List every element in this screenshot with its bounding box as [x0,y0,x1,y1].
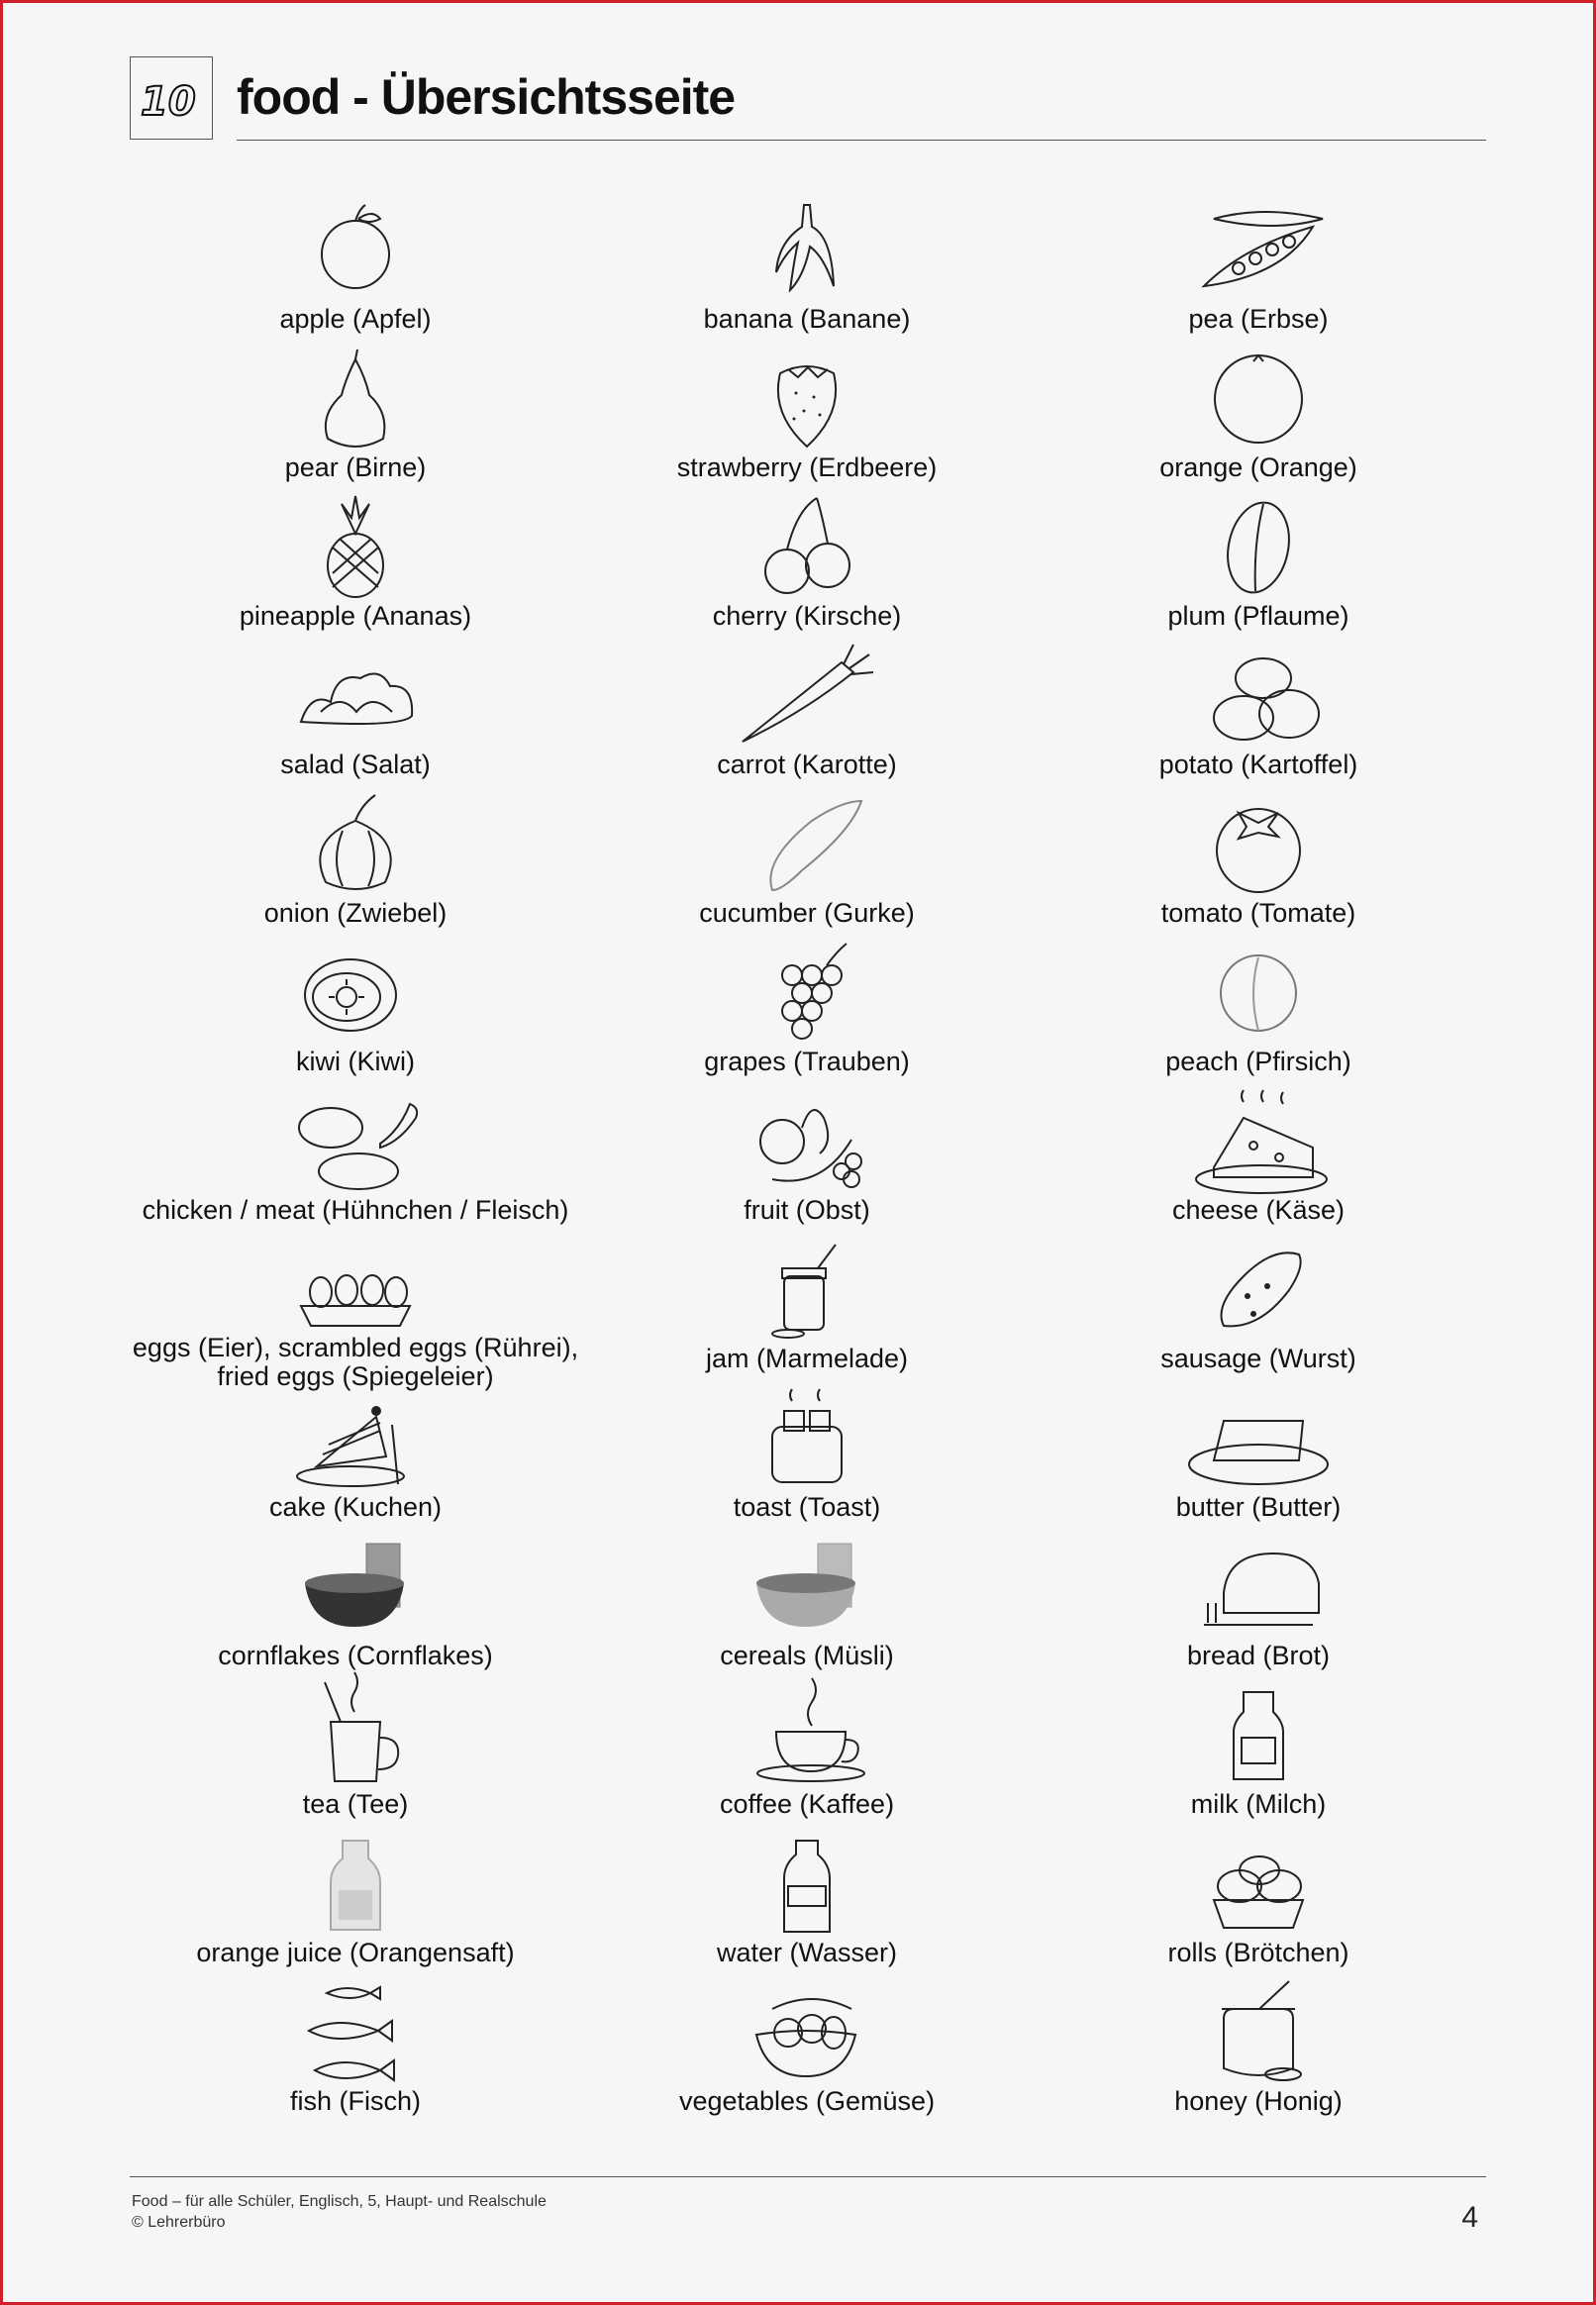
vocab-label [218,1641,493,1670]
vocab-label [1160,1344,1356,1373]
vocab-label [143,1195,569,1225]
vocab-item [581,494,1033,643]
kiwi-icon [281,940,430,1043]
pea-icon [1184,197,1333,300]
vocab-item [1033,791,1484,940]
vocab-label-line: cheese (Käse) [1171,1195,1346,1225]
banana-icon [733,197,881,300]
vocab-label [296,1047,415,1076]
vocab-item [130,1534,581,1682]
vocab-label-line: jam (Marmelade) [705,1344,909,1373]
vocab-label [269,1492,442,1522]
vocab-label [280,750,431,779]
vocab-label [1167,601,1348,631]
eggs-icon [281,1237,430,1340]
vocab-label [1187,1641,1330,1670]
vocab-item [130,494,581,643]
orange-icon [1184,346,1333,449]
vocab-item [581,643,1033,791]
vocab-label-line: cucumber (Gurke) [699,898,915,928]
bread-icon [1184,1534,1333,1637]
cereal-bowl-icon [733,1534,881,1637]
vocab-item [130,1682,581,1831]
vocab-label-line: chicken / meat (Hühnchen / Fleisch) [142,1195,569,1225]
vocab-label-line: fruit (Obst) [744,1195,870,1225]
carrot-icon [733,643,881,746]
vocab-label-line: strawberry (Erdbeere) [676,452,938,482]
vocab-item [130,940,581,1088]
vocabulary-grid [130,197,1486,2138]
potato-icon [1184,643,1333,746]
vocab-label-line: pea (Erbse) [1188,304,1329,334]
vocab-label [1191,1789,1326,1819]
vocab-item [581,1979,1033,2128]
plum-icon [1184,494,1333,597]
footer [132,2191,547,2233]
vocab-item [130,197,581,346]
vocab-item [581,1831,1033,1979]
vocab-item [130,346,581,494]
vocab-label [706,1344,908,1373]
tomato-icon [1184,791,1333,894]
vocab-label [303,1789,409,1819]
vocab-label [1167,1938,1348,1967]
vocab-item [1033,1237,1484,1385]
cheese-icon [1184,1088,1333,1191]
vocab-label [1172,1195,1345,1225]
cake-icon [281,1385,430,1488]
vocab-label-line: potato (Kartoffel) [1158,750,1358,779]
vegetables-bowl-icon [733,1979,881,2082]
vocab-item [581,1534,1033,1682]
vocab-label-line: milk (Milch) [1190,1789,1327,1819]
vocab-label-line: bread (Brot) [1186,1641,1331,1670]
vocab-label-line: apple (Apfel) [279,304,432,334]
footer-source: Food – für alle Schüler, Englisch, 5, Haupt- und Realschule [132,2193,547,2210]
vocab-label-line: tomato (Tomate) [1160,898,1356,928]
vocab-label-line: pineapple (Ananas) [239,601,472,631]
vocab-item [130,643,581,791]
vocab-item [1033,643,1484,791]
jam-icon [733,1237,881,1340]
vocab-label-line: tea (Tee) [302,1789,409,1819]
vocab-label-line: plum (Pflaume) [1167,601,1349,631]
vocab-label [744,1195,870,1225]
vocab-label-line: coffee (Kaffee) [719,1789,895,1819]
strawberry-icon [733,346,881,449]
pear-icon [281,346,430,449]
peach-icon [1184,940,1333,1043]
vocab-label-line: eggs (Eier), scrambled eggs (Rührei), [132,1333,579,1362]
vocab-label [279,304,431,334]
vocab-label-line: fried eggs (Spiegeleier) [217,1361,494,1391]
vocab-label-line: cornflakes (Cornflakes) [218,1641,493,1670]
vocab-label [717,750,897,779]
fruit-icon [733,1088,881,1191]
vocab-item [581,1237,1033,1385]
butter-icon [1184,1385,1333,1488]
vocab-item [130,1979,581,2128]
vocab-label [196,1938,514,1967]
fish-icon [281,1979,430,2082]
vocab-label [1174,2086,1343,2116]
vocab-label [704,1047,910,1076]
vocab-label-line: banana (Banane) [703,304,911,334]
vocab-label [677,452,938,482]
vocab-label [1176,1492,1342,1522]
vocab-item [581,346,1033,494]
rolls-basket-icon [1184,1831,1333,1934]
vocab-item [1033,940,1484,1088]
meat-icon [281,1088,430,1191]
vocab-item [130,1237,581,1391]
vocab-item [1033,1831,1484,1979]
vocab-label [285,452,427,482]
vocab-label [734,1492,881,1522]
onion-icon [281,791,430,894]
grapes-icon [733,940,881,1043]
footer-copyright: © Lehrerbüro [132,2214,226,2231]
vocab-item [130,791,581,940]
vocab-label-line: rolls (Brötchen) [1167,1938,1349,1967]
vocab-item [1033,1534,1484,1682]
vocab-item [581,791,1033,940]
vocab-label-line: orange juice (Orangensaft) [196,1938,515,1967]
salad-icon [281,643,430,746]
vocab-label-line: cake (Kuchen) [268,1492,443,1522]
title-divider [237,140,1486,141]
vocab-label-line: vegetables (Gemüse) [678,2086,936,2116]
vocab-item [581,1385,1033,1534]
number-logo-icon [131,57,214,141]
vocab-label [679,2086,935,2116]
vocab-label [713,601,902,631]
vocab-item [581,197,1033,346]
vocab-item [581,1088,1033,1237]
vocab-label-line: peach (Pfirsich) [1165,1047,1351,1076]
vocab-label-line: salad (Salat) [280,750,431,779]
vocab-label-line: cherry (Kirsche) [712,601,902,631]
vocab-item [130,1088,581,1237]
vocab-item [1033,1088,1484,1237]
vocab-label [720,1641,894,1670]
vocab-label-line: grapes (Trauben) [704,1047,910,1076]
svg-text:10: 10 [141,79,196,125]
footer-divider [130,2176,1486,2177]
vocab-label-line: butter (Butter) [1175,1492,1342,1522]
milk-bottle-icon [1184,1682,1333,1785]
vocab-label-line: onion (Zwiebel) [263,898,448,928]
vocab-item [1033,494,1484,643]
vocab-item [581,940,1033,1088]
water-bottle-icon [733,1831,881,1934]
vocab-label-line: fish (Fisch) [289,2086,421,2116]
cherry-icon [733,494,881,597]
page-title: food - Übersichtsseite [237,69,736,125]
vocab-item [1033,346,1484,494]
honey-jar-icon [1184,1979,1333,2082]
vocab-label-line: kiwi (Kiwi) [296,1047,415,1076]
vocab-label [133,1334,578,1391]
vocab-label [1188,304,1328,334]
vocab-label-line: toast (Toast) [733,1492,881,1522]
vocab-item [1033,1385,1484,1534]
coffee-cup-icon [733,1682,881,1785]
sausage-icon [1184,1237,1333,1340]
vocab-label [1159,452,1357,482]
cornflakes-bowl-icon [281,1534,430,1637]
vocab-item [1033,197,1484,346]
vocab-label [1161,898,1356,928]
page-number: 4 [1461,2201,1478,2234]
vocab-label-line: pear (Birne) [284,452,427,482]
vocab-label [240,601,471,631]
vocab-label-line: honey (Honig) [1174,2086,1343,2116]
vocab-label [290,2086,421,2116]
vocab-label [720,1789,894,1819]
vocab-label-line: sausage (Wurst) [1160,1344,1356,1373]
vocab-label-line: water (Wasser) [716,1938,897,1967]
cucumber-icon [733,791,881,894]
vocab-label-line: carrot (Karotte) [717,750,897,779]
apple-icon [281,197,430,300]
vocab-item [130,1831,581,1979]
vocab-label [1159,750,1358,779]
vocab-item [1033,1682,1484,1831]
pineapple-icon [281,494,430,597]
vocab-label [699,898,915,928]
vocab-label [717,1938,897,1967]
toaster-icon [733,1385,881,1488]
number-logo [130,56,213,140]
vocab-label-line: cereals (Müsli) [720,1641,894,1670]
vocab-label-line: orange (Orange) [1159,452,1357,482]
vocab-label [264,898,448,928]
vocab-item [130,1385,581,1534]
juice-bottle-icon [281,1831,430,1934]
tea-mug-icon [281,1682,430,1785]
vocab-label [1165,1047,1351,1076]
vocab-item [581,1682,1033,1831]
vocab-label [704,304,911,334]
vocab-item [1033,1979,1484,2128]
